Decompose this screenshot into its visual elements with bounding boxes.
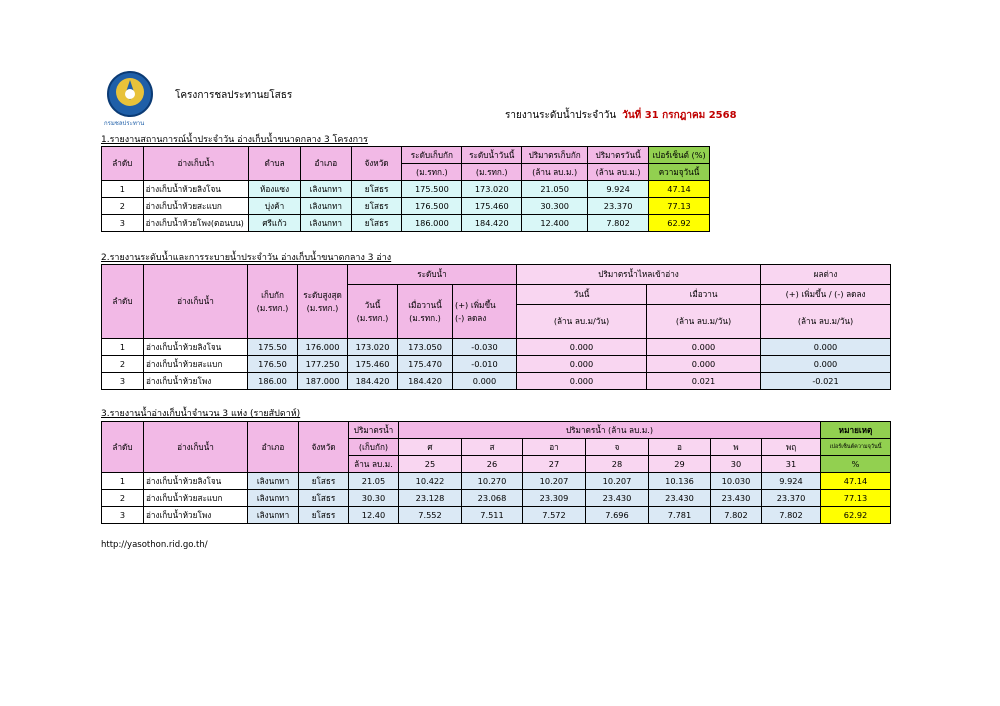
s2-h-change-down: (-) ลดลง: [455, 312, 487, 323]
rid-logo: [106, 70, 154, 118]
s1-h-today-volume: ปริมาตรวันนี้: [588, 147, 649, 164]
s1-h-percent: เปอร์เซ็นต์ (%): [649, 147, 710, 164]
s3-cell-value: 7.696: [586, 507, 649, 524]
s2-h-no: ลำดับ: [102, 265, 144, 339]
footer-url[interactable]: http://yasothon.rid.go.th/: [101, 540, 208, 550]
s2-cell-diff: 0.000: [761, 356, 891, 373]
s3-h-date: 28: [586, 456, 649, 473]
s2-h-today-label: วันนี้: [364, 299, 381, 310]
s3-cell-province: ยโสธร: [299, 490, 349, 507]
s1-cell-today-volume: 9.924: [588, 181, 649, 198]
s2-h-yesterday-unit: (ม.รทก.): [409, 312, 441, 323]
s3-cell-percent: 77.13: [821, 490, 891, 507]
org-name: โครงการชลประทานยโสธร: [175, 90, 293, 101]
s1-cell-storage-level: 186.000: [402, 215, 462, 232]
s3-cell-value: 7.802: [711, 507, 762, 524]
s3-h-day: พฤ: [762, 439, 821, 456]
section3-title: 3.รายงานน้ำอ่างเก็บน้ำจำนวน 3 แห่ง (รายสัปดาห์): [101, 409, 301, 419]
s3-cell-value: 10.030: [711, 473, 762, 490]
section2-title: 2.รายงานระดับน้ำและการระบายน้ำประจำวัน อ่างเก็บน้ำขนาดกลาง 3 อ่าง: [101, 253, 392, 263]
s3-cell-capacity: 12.40: [349, 507, 399, 524]
s2-cell-name: อ่างเก็บน้ำห้วยลิงโจน: [144, 339, 248, 356]
s3-cell-value: 10.207: [523, 473, 586, 490]
s2-h-inflow-yesterday-unit: (ล้าน ลบ.ม/วัน): [647, 305, 761, 339]
s1-cell-today-volume: 7.802: [588, 215, 649, 232]
s3-cell-percent: 62.92: [821, 507, 891, 524]
s2-h-storage: [248, 265, 298, 339]
table-row: [102, 181, 710, 198]
table-row: [102, 339, 891, 356]
s1-cell-province: ยโสธร: [351, 215, 402, 232]
s1-h-capacity: ปริมาตรเก็บกัก: [522, 147, 588, 164]
s1-cell-no: 1: [102, 181, 144, 198]
section1-title: 1.รายงานสถานการณ์น้ำประจำวัน อ่างเก็บน้ำขนาดกลาง 3 โครงการ: [101, 135, 368, 145]
s1-cell-today-volume: 23.370: [588, 198, 649, 215]
s1-cell-percent: 47.14: [649, 181, 710, 198]
table-row: [102, 373, 891, 390]
s3-cell-no: 2: [102, 490, 144, 507]
s2-h-diff-unit: (ล้าน ลบ.ม/วัน): [761, 305, 891, 339]
s2-cell-max: 187.000: [298, 373, 348, 390]
s3-cell-value: 23.430: [711, 490, 762, 507]
s3-cell-amphoe: เลิงนกทา: [248, 490, 299, 507]
s3-h-date: 31: [762, 456, 821, 473]
s2-h-water-level: ระดับน้ำ: [348, 265, 517, 285]
s3-h-date: 26: [462, 456, 523, 473]
s1-h-tambon: ตำบล: [249, 147, 301, 181]
s3-cell-percent: 47.14: [821, 473, 891, 490]
section2-table: [101, 264, 891, 390]
s2-h-change: [453, 285, 517, 339]
s2-cell-today: 175.460: [348, 356, 398, 373]
s3-cell-name: อ่างเก็บน้ำห้วยลิงโจน: [144, 473, 248, 490]
s1-h-today-volume-unit: (ล้าน ลบ.ม.): [588, 164, 649, 181]
s3-h-province: จังหวัด: [299, 422, 349, 473]
s3-cell-value: 23.068: [462, 490, 523, 507]
s3-h-volume: ปริมาตรน้ำ (ล้าน ลบ.ม.): [399, 422, 821, 439]
s2-h-today-unit: (ม.รทก.): [356, 312, 389, 323]
s3-cell-capacity: 21.05: [349, 473, 399, 490]
s2-cell-diff: 0.000: [761, 339, 891, 356]
s2-cell-no: 1: [102, 339, 144, 356]
s1-cell-today-level: 173.020: [462, 181, 522, 198]
s1-cell-percent: 62.92: [649, 215, 710, 232]
s1-cell-tambon: บุ่งค้า: [249, 198, 301, 215]
s2-cell-inflow-today: 0.000: [517, 339, 647, 356]
s1-h-storage-level-unit: (ม.รทก.): [402, 164, 462, 181]
table-row: [102, 198, 710, 215]
s3-cell-value: 7.552: [399, 507, 462, 524]
s2-h-inflow-today-unit: (ล้าน ลบ.ม/วัน): [517, 305, 647, 339]
s1-cell-province: ยโสธร: [351, 181, 402, 198]
table-row: [102, 473, 891, 490]
s3-cell-value: 7.572: [523, 507, 586, 524]
s2-cell-name: อ่างเก็บน้ำห้วยโพง: [144, 373, 248, 390]
s1-h-province: จังหวัด: [351, 147, 402, 181]
table-row: [102, 490, 891, 507]
s1-cell-amphoe: เลิงนกทา: [300, 181, 351, 198]
s2-cell-inflow-yesterday: 0.000: [647, 356, 761, 373]
s2-cell-yesterday: 184.420: [398, 373, 453, 390]
s2-h-inflow-yesterday: เมื่อวาน: [647, 285, 761, 305]
s3-h-remark-sub: เปอร์เซ็นต์ความจุวันนี้: [821, 439, 891, 456]
s2-cell-max: 177.250: [298, 356, 348, 373]
s2-cell-today: 184.420: [348, 373, 398, 390]
s2-cell-inflow-yesterday: 0.000: [647, 339, 761, 356]
s2-cell-inflow-today: 0.000: [517, 356, 647, 373]
s3-h-date: 29: [649, 456, 711, 473]
s2-cell-no: 2: [102, 356, 144, 373]
s3-h-day: ส: [462, 439, 523, 456]
s2-h-inflow: ปริมาตรน้ำไหลเข้าอ่าง: [517, 265, 761, 285]
s2-h-yesterday-label: เมื่อวานนี้: [408, 299, 442, 310]
s1-cell-no: 2: [102, 198, 144, 215]
section1-table: [101, 146, 710, 232]
s3-cell-value: 10.270: [462, 473, 523, 490]
s2-cell-inflow-yesterday: 0.021: [647, 373, 761, 390]
s3-h-capacity-unit: ล้าน ลบ.ม.: [349, 456, 399, 473]
s1-cell-capacity: 30.300: [522, 198, 588, 215]
s3-cell-province: ยโสธร: [299, 507, 349, 524]
s2-h-diff: ผลต่าง: [761, 265, 891, 285]
s1-h-storage-level: ระดับเก็บกัก: [402, 147, 462, 164]
s2-cell-change: -0.010: [453, 356, 517, 373]
s1-cell-name: อ่างเก็บน้ำห้วยโพง(ตอนบน): [143, 215, 249, 232]
s1-h-capacity-unit: (ล้าน ลบ.ม.): [522, 164, 588, 181]
s1-cell-percent: 77.13: [649, 198, 710, 215]
s1-cell-no: 3: [102, 215, 144, 232]
s3-cell-value: 7.781: [649, 507, 711, 524]
s3-cell-amphoe: เลิงนกทา: [248, 473, 299, 490]
s3-cell-province: ยโสธร: [299, 473, 349, 490]
s3-cell-name: อ่างเก็บน้ำห้วยโพง: [144, 507, 248, 524]
s3-cell-value: 23.430: [649, 490, 711, 507]
s2-cell-storage: 186.00: [248, 373, 298, 390]
s2-cell-max: 176.000: [298, 339, 348, 356]
s3-h-day: อ: [649, 439, 711, 456]
s3-h-day: อา: [523, 439, 586, 456]
s2-h-storage-unit: (ม.รทก.): [256, 302, 289, 313]
s3-h-capacity: ปริมาตรน้ำ: [349, 422, 399, 439]
s3-cell-name: อ่างเก็บน้ำห้วยสะแบก: [144, 490, 248, 507]
s1-h-today-level: ระดับน้ำวันนี้: [462, 147, 522, 164]
s3-cell-value: 10.207: [586, 473, 649, 490]
s3-cell-value: 10.136: [649, 473, 711, 490]
s3-cell-value: 7.802: [762, 507, 821, 524]
s3-h-amphoe: อำเภอ: [248, 422, 299, 473]
s1-cell-name: อ่างเก็บน้ำห้วยสะแบก: [143, 198, 249, 215]
s3-h-date: 25: [399, 456, 462, 473]
s1-h-amphoe: อำเภอ: [300, 147, 351, 181]
s3-cell-value: 23.128: [399, 490, 462, 507]
s1-cell-tambon: ห้องแซง: [249, 181, 301, 198]
s2-h-max: [298, 265, 348, 339]
s2-h-inflow-today: วันนี้: [517, 285, 647, 305]
s2-h-max-unit: (ม.รทก.): [306, 302, 339, 313]
table-row: [102, 507, 891, 524]
s3-h-day: จ: [586, 439, 649, 456]
s2-cell-storage: 176.50: [248, 356, 298, 373]
report-date: วันที่ 31 กรกฎาคม 2568: [622, 110, 737, 121]
s2-cell-yesterday: 175.470: [398, 356, 453, 373]
s3-cell-value: 23.309: [523, 490, 586, 507]
s3-h-no: ลำดับ: [102, 422, 144, 473]
s3-cell-capacity: 30.30: [349, 490, 399, 507]
s3-h-day: ศ: [399, 439, 462, 456]
s2-cell-no: 3: [102, 373, 144, 390]
s1-cell-capacity: 12.400: [522, 215, 588, 232]
s1-cell-province: ยโสธร: [351, 198, 402, 215]
s3-cell-value: 23.430: [586, 490, 649, 507]
s1-cell-name: อ่างเก็บน้ำห้วยลิงโจน: [143, 181, 249, 198]
s3-h-date: 27: [523, 456, 586, 473]
s1-cell-today-level: 184.420: [462, 215, 522, 232]
s2-cell-storage: 175.50: [248, 339, 298, 356]
s2-cell-today: 173.020: [348, 339, 398, 356]
s1-h-no: ลำดับ: [102, 147, 144, 181]
s2-cell-inflow-today: 0.000: [517, 373, 647, 390]
s2-h-yesterday: [398, 285, 453, 339]
s2-cell-change: 0.000: [453, 373, 517, 390]
s3-h-capacity-sub: (เก็บกัก): [349, 439, 399, 456]
logo-caption: กรมชลประทาน: [104, 120, 145, 127]
s1-h-today-level-unit: (ม.รทก.): [462, 164, 522, 181]
s1-cell-amphoe: เลิงนกทา: [300, 198, 351, 215]
section3-table: [101, 421, 891, 524]
s3-h-remark: หมายเหตุ: [821, 422, 891, 439]
s2-h-today: [348, 285, 398, 339]
s3-cell-no: 3: [102, 507, 144, 524]
s3-h-name: อ่างเก็บน้ำ: [144, 422, 248, 473]
s2-h-max-label: ระดับสูงสุด: [303, 289, 342, 300]
s2-h-storage-label: เก็บกัก: [261, 289, 284, 300]
s2-h-name: อ่างเก็บน้ำ: [144, 265, 248, 339]
report-title: [505, 108, 737, 123]
s3-cell-no: 1: [102, 473, 144, 490]
s3-cell-amphoe: เลิงนกทา: [248, 507, 299, 524]
s3-h-date: 30: [711, 456, 762, 473]
s2-cell-diff: -0.021: [761, 373, 891, 390]
s3-cell-value: 9.924: [762, 473, 821, 490]
s2-h-diff-sub: (+) เพิ่มขึ้น / (-) ลดลง: [761, 285, 891, 305]
s1-cell-storage-level: 175.500: [402, 181, 462, 198]
s3-cell-value: 7.511: [462, 507, 523, 524]
report-title-text: รายงานระดับน้ำประจำวัน: [505, 110, 617, 121]
s3-h-day: พ: [711, 439, 762, 456]
s2-cell-name: อ่างเก็บน้ำห้วยสะแบก: [144, 356, 248, 373]
s1-h-percent-sub: ความจุวันนี้: [649, 164, 710, 181]
s1-cell-today-level: 175.460: [462, 198, 522, 215]
s2-cell-change: -0.030: [453, 339, 517, 356]
s2-cell-yesterday: 173.050: [398, 339, 453, 356]
s3-cell-value: 23.370: [762, 490, 821, 507]
table-row: [102, 356, 891, 373]
s1-cell-storage-level: 176.500: [402, 198, 462, 215]
s1-h-name: อ่างเก็บน้ำ: [143, 147, 249, 181]
s1-cell-capacity: 21.050: [522, 181, 588, 198]
s3-cell-value: 10.422: [399, 473, 462, 490]
s3-h-percent-sign: %: [821, 456, 891, 473]
s1-cell-tambon: ศรีแก้ว: [249, 215, 301, 232]
s1-cell-amphoe: เลิงนกทา: [300, 215, 351, 232]
table-row: [102, 215, 710, 232]
s2-h-change-up: (+) เพิ่มขึ้น: [455, 299, 496, 310]
